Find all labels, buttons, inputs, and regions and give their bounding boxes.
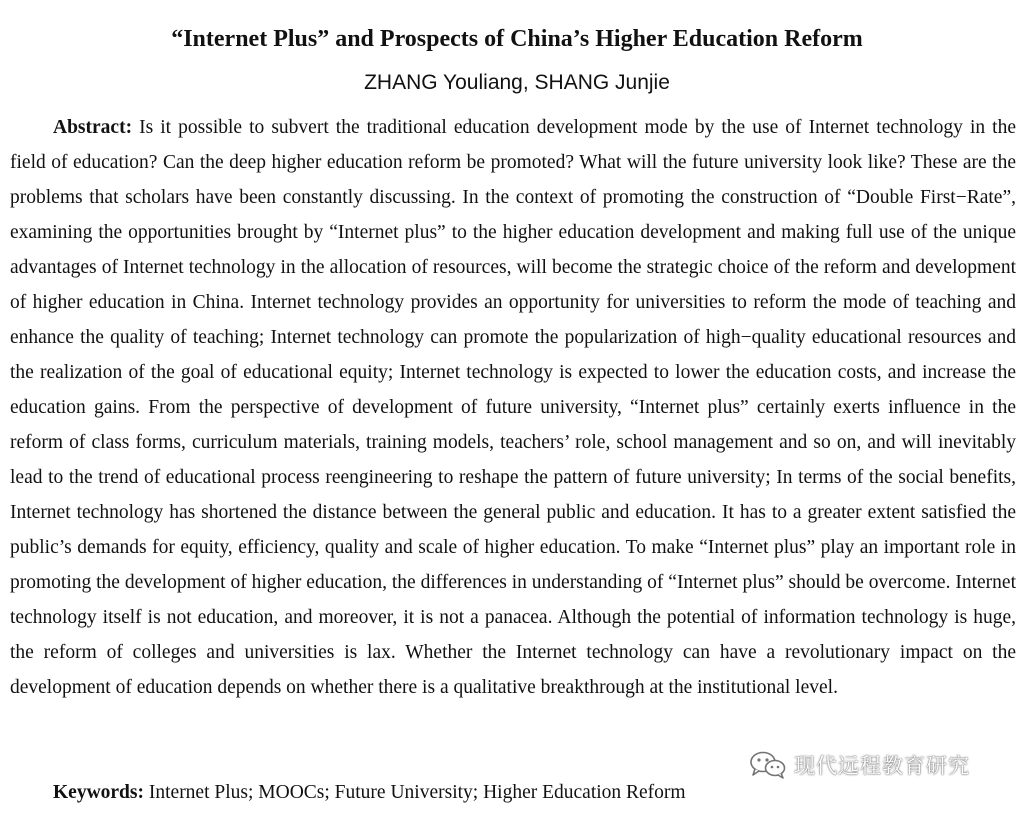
watermark-text: 现代远程教育研究 <box>794 754 970 778</box>
abstract-text: Is it possible to subvert the traditional education development mode by the use of Internet technology in the field of education? Can the deep higher education reform be promoted? What will the future university look like? These are the problems that scholars have been constantly discussing. In the context of promoting the construction of “Double First−Rate”, examining the opportunities brought by “Internet plus” to the higher education development and making full use of the unique advantages of Internet technology in the allocation of resources, will become the strategic choice of the reform and development of higher education in China. Internet technology provides an opportunity for universities to reform the mode of teaching and enhance the quality of teaching; Internet technology can promote the popularization of high−quality educational resources and the realization of the goal of educational equity; Internet technology is expected to lower the education costs, and increase the education gains. From the perspective of development of future university, “Internet plus” certainly exerts influence in the reform of class forms, curriculum materials, training models, teachers’ role, school management and so on, and will inevitably lead to the trend of educational process reengineering to reshape the pattern of future university; In terms of the social benefits, Internet technology has shortened the distance between the general public and education. It has to a greater extent satisfied the public’s demands for equity, efficiency, quality and scale of higher education. To make “Internet plus” play an important role in promoting the development of higher education, the differences in understanding of “Internet plus” should be overcome. Internet technology itself is not education, and moreover, it is not a panacea. Although the potential of information technology is huge, the reform of colleges and universities is lax. Whether the Internet technology can have a revolutionary impact on the development of education depends on whether there is a qualitative breakthrough at the institutional level. <box>10 117 1017 698</box>
keywords-line <box>53 775 686 810</box>
keywords-label: Keywords: <box>53 782 144 803</box>
abstract-paragraph <box>10 110 1016 705</box>
paper-title: “Internet Plus” and Prospects of China’s Higher Education Reform <box>171 26 863 52</box>
paper-authors: ZHANG Youliang, SHANG Junjie <box>364 71 670 94</box>
abstract-label: Abstract: <box>53 117 133 138</box>
watermark <box>748 750 970 780</box>
wechat-icon <box>748 750 788 780</box>
keywords-text: Internet Plus; MOOCs; Future University; Higher Education Reform <box>148 782 686 803</box>
